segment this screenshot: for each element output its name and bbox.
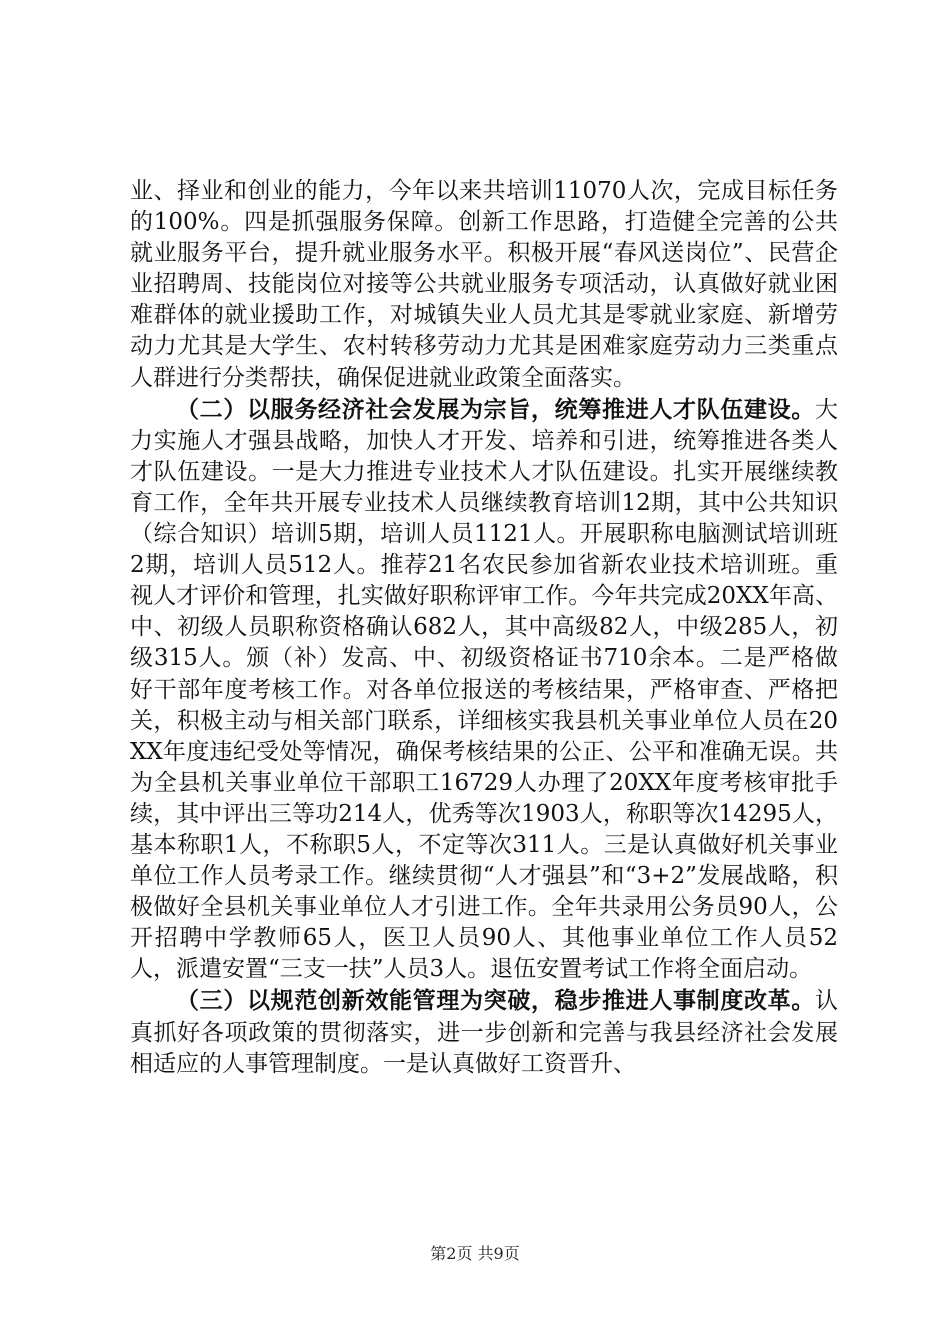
page-footer [0,1241,950,1264]
paragraph-3-heading: （三）以规范创新效能管理为突破，稳步推进人事制度改革。 [176,987,815,1015]
paragraph-3-text: 认真抓好各项政策的贯彻落实，进一步创新和完善与我县经济社会发展相适应的人事管理制度。一是认真做好工资晋升、 [130,988,838,1077]
paragraph-1 [130,176,838,394]
paragraph-2-text: 大力实施人才强县战略，加快人才开发、培养和引进，统筹推进各类人才队伍建设。一是大力推进专业技术人才队伍建设。扎实开展继续教育工作，全年共开展专业技术人员继续教育培训12期，其中公共知识（综合知识）培训5期，培训人员1121人。开展职称电脑测试培训班2期，培训人员512人。推荐21名农民参加省新农业技术培训班。重视人才评价和管理，扎实做好职称评审工作。今年共完成20XX年高、中、初级人员职称资格确认682人，其中高级82人，中级285人，初级315人。颁（补）发高、中、初级资格证书710余本。二是严格做好干部年度考核工作。对各单位报送的考核结果，严格审查、严格把关，积极主动与相关部门联系，详细核实我县机关事业单位人员在20XX年度违纪受处等情况，确保考核结果的公正、公平和准确无误。共为全县机关事业单位干部职工16729人办理了20XX年度考核审批手续，其中评出三等功214人，优秀等次1903人，称职等次14295人，基本称职1人，不称职5人，不定等次311人。三是认真做好机关事业单位工作人员考录工作。继续贯彻“人才强县”和“3+2”发展战略，积极做好全县机关事业单位人才引进工作。全年共录用公务员90人，公开招聘中学教师65人，医卫人员90人、其他事业单位工作人员52人，派遣安置“三支一扶”人员3人。退伍安置考试工作将全面启动。 [130,396,838,983]
document-body [130,176,838,1080]
paragraph-1-text: 业、择业和创业的能力，今年以来共培训11070人次，完成目标任务的100%。四是抓强服务保障。创新工作思路，打造健全完善的公共就业服务平台，提升就业服务水平。积极开展“春风送岗位”、民营企业招聘周、技能岗位对接等公共就业服务专项活动，认真做好就业困难群体的就业援助工作，对城镇失业人员尤其是零就业家庭、新增劳动力尤其是大学生、农村转移劳动力尤其是困难家庭劳动力三类重点人群进行分类帮扶，确保促进就业政策全面落实。 [130,178,838,391]
paragraph-3 [130,985,838,1079]
paragraph-2 [130,394,838,986]
paragraph-2-heading: （二）以服务经济社会发展为宗旨，统筹推进人才队伍建设。 [176,395,815,423]
page-number-label: 第2页 共9页 [430,1244,520,1263]
